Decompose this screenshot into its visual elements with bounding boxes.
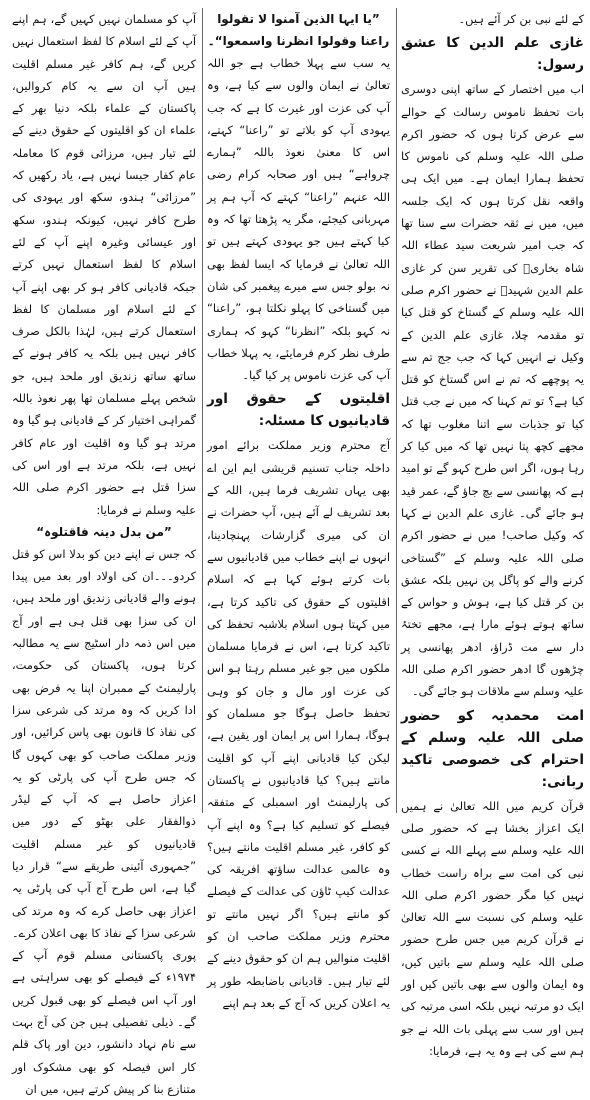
paragraph: یہ سب سے پہلا خطاب ہے جو اللہ تعالیٰ نے ایمان والوں سے کیا ہے، وہ آپ کی عزت اور غیرت کا ہے کہ جب یہودی آپ کو بلاتے تو ”راعنا“ کہتے، اس کا معنیٰ نعوذ باللہ ”ہمارے چرواہے“ ہیں اور صحابہ کرام رضی اللہ عنہم ”راعنا“ کہتے کہ آپ ہم پر مہربانی کیجئے، مگر یہ پڑھتا تھا کہ وہ کیا کہتے ہیں جو یہودی کہتے ہیں تو اللہ تعالیٰ نے فرمایا کہ ایسا لفظ بھی نہ بولو جس سے میرے پیغمبر کی شان میں گستاخی کا پہلو نکلتا ہو، ”راعنا“ نہ کہو بلکہ ”انظرنا“ کہو کہ ہماری طرف نظر کرم فرمایئے، یہ پہلا خطاب آپ کی عزت ناموس پر کیا گیا۔ — [207, 56, 390, 383]
section-heading-ehtram: امت محمدیہ کو حضور صلی اللہ علیہ وسلم کے احترام کی خصوصی تاکید ربانی: — [401, 707, 584, 790]
section-heading-minorities: اقلیتوں کے حقوق اور قادیانیوں کا مسئلہ: — [207, 391, 390, 430]
hadith-quote: ”من بدل دینہ فاقتلوہ“ — [36, 524, 172, 539]
section-heading-ishq-rasool: غازی علم الدین کا عشق رسول: — [401, 35, 584, 74]
paragraph: آپ کو مسلمان نہیں کہیں گے، ہم اپنے آپ کے لئے اسلام کا لفظ استعمال نہیں کریں گے، ہم کافر غیر مسلم اقلیت ہیں آپ ان سے یہ کام کروالیں، پاکستان کے علماء بلکہ دنیا بھر کے علماء ان کو اقلیتوں کے حقوق دینے کے لئے تیار ہیں، مرزائی قوم کا معاملہ عام کفار جیسا نہیں ہے، یاد رکھیں کہ ”مرزائی“ ہندو، سکھ اور یہودی کی طرح کافر نہیں، کیونکہ ہندو، سکھ اور عیسائی وغیرہ اپنے آپ کے لئے اسلام کا لفظ استعمال نہیں کرتے جبکہ قادیانی کافر ہو کر بھی اپنے آپ کے لئے اسلام اور مسلمان کا لفظ استعمال کرتے ہیں، لہٰذا بالکل صرف کافر نہیں ہیں بلکہ یہ کافر ہونے کے ساتھ ساتھ زندیق اور ملحد ہیں، جو شخص پہلے مسلمان تھا پھر نعوذ باللہ گمراہی اختیار کر کے قادیانی ہو گیا وہ مرتد ہو گیا وہ اقلیت اور عام کافر نہیں ہے، بلکہ مرتد ہے اور اس کی سزا قتل ہے حضور اکرم صلی اللہ علیہ وسلم نے فرمایا: — [12, 12, 196, 517]
paragraph: قرآن کریم میں اللہ تعالیٰ نے ہمیں ایک اعزاز بخشا ہے کہ حضور صلی اللہ علیہ وسلم سے پہلے اللہ نے کسی نبی کی امت سے براہ راست خطاب نہیں کیا مگر حضور اکرم صلی اللہ علیہ وسلم کی نسبت سے اللہ تعالیٰ نے قرآن کریم میں جس طرح حضور صلی اللہ علیہ وسلم سے باتیں کیں، وہ ایمان والوں سے بھی باتیں کیں اور ایک دو مرتبہ نہیں بلکہ اسی مرتبہ کی ہیں اور سب سے پہلی بات اللہ نے جو ہم سے کی ہے وہ یہ ہے، فرمایا: — [401, 798, 584, 1058]
paragraph: اب میں اختصار کے ساتھ اپنی دوسری بات تحفظ ناموس رسالت کے حوالے سے عرض کرتا ہوں کہ حضور اکرم صلی اللہ علیہ وسلم کی ناموس کا تحفظ ہمارا ایمان ہے۔ میں ایک ہی واقعہ نقل کرتا ہوں کہ ایک جلسہ میں، میں نے ثقہ حضرات سے سنا تھا کہ جب امیر شریعت سید عطاء اللہ شاہ بخاریؒ کی تقریر سن کر غازی علم الدین شہیدؒ نے حضور اکرم صلی اللہ علیہ وسلم کے گستاخ کو قتل کیا تو مقدمہ چلا، غازی علم الدین کے وکیل نے انہیں کہا کہ جب جج تم سے یہ پوچھے کہ تم نے اس گستاخ کو قتل کیا ہے؟ تو تم کہنا کہ میں نے جب قتل کیا تو جذبات سے اتنا مغلوب تھا کہ مجھے کچھ پتا نہیں تھا کہ میں کیا کر رہا ہوں، اگر اس طرح کہو گے تو امید ہے کہ پھانسی سے بچ جاؤ گے، عمر قید ہو جائے گی۔ غازی علم الدین نے کہا کہ وکیل صاحب! میں نے حضور اکرم صلی اللہ علیہ وسلم کے ”گستاخی کرنے والے کو پاگل پن نہیں بلکہ عشق بن کر قتل کیا ہے، ہوش و حواس کے ساتھ ہوتے ہوئے مارا ہے، مجھے تختۂ دار سے مت ڈراؤ، ادھر پھانسی پر چڑھوں گا ادھر حضور اکرم صلی اللہ علیہ وسلم سے ملاقات ہو جائے گی۔ — [401, 82, 584, 699]
paragraph: کہ جس نے اپنے دین کو بدلا اس کو قتل کردو۔۔۔ان کی اولاد اور بعد میں پیدا ہونے والے قادیانی زندیق اور ملحد ہیں، ان کی سزا بھی قتل ہی ہے اور آج میں اس ذمہ دار اسٹیج سے یہ مطالبہ کرتا ہوں، پاکستان کی حکومت، پارلیمنٹ کے ممبران اپنا یہ فرض بھی ادا کریں کہ وہ مرتد کی شرعی سزا کی نفاذ کا قانون بھی پاس کرائیں، اور وزیر مملکت صاحب کو بھی کہوں گا کہ جس طرح آپ کی پارٹی کو یہ اعزاز حاصل ہے کہ آپ کے لیڈر ذوالفقار علی بھٹو کے دور میں قادیانیوں کو غیر مسلم اقلیت ”جمہوری آئینی طریقے سے“ قرار دیا گیا ہے، اس طرح آج آپ کی پارٹی یہ اعزاز بھی حاصل کرے کہ وہ مرتد کی شرعی سزا کے نفاذ کا بھی اعلان کرے۔ پوری پاکستانی مسلم قوم آپ کے ۱۹۷۴ء کے فیصلے کو بھی سراہتی ہے اور آپ اس فیصلے کو بھی قبول کریں گے۔ ذیلی تفصیلی ہیں جن کی آج بہت سے نام نہاد دانشور، دین اور پاک قلم کار اس فیصلہ کو بھی مشکوک اور متنازع بنا کر پیش کرتے ہیں، میں ان — [12, 546, 196, 1096]
lead-line: کے لئے نبی بن کر آئے ہیں۔ — [458, 12, 584, 26]
column-middle — [202, 8, 390, 1010]
column-left — [8, 8, 196, 1096]
quran-verse: ”یا ایہا الذین آمنوا لا تقولوا راعنا وقولوا انظرنا واسمعوا“۔ — [207, 12, 390, 48]
column-right — [396, 8, 584, 1058]
paragraph: آج محترم وزیر مملکت برائے امور داخلہ جناب تسنیم قریشی ایم این اے بھی یہاں تشریف فرما ہیں، اللہ کے بعد تشریف لے آئے ہیں، آپ حضرات نے ان کی میری گزارشات پہنچادینا، انہوں نے اپنے خطاب میں قادیانیوں سے بات کرتے ہوئے کہا ہے کہ اسلام اقلیتوں کے حقوق کی تاکید کرتا ہے، میں کہتا ہوں اسلام بلاشبہ تحفظ کی تاکید کرتا ہے، اس نے فرمایا مسلمان ملکوں میں جو غیر مسلم رہتا ہو اس کی عزت اور مال و جان کو وہی تحفظ حاصل ہوگا جو مسلمان کو ہوگا، ہمارا اس پر ایمان اور یقین ہے، لیکن کیا قادیانی اپنے آپ کو اقلیت مانتے ہیں؟ کیا قادیانیوں نے پاکستان کی پارلیمنٹ اور اسمبلی کے متفقہ فیصلے کو تسلیم کیا ہے؟ وہ اپنے آپ کو کافر، غیر مسلم اقلیت مانتے ہیں؟ وہ عالمی عدالت ساؤتھ افریقہ کی عدالت کیپ ٹاؤن کی عدالت کے فیصلے کو مانتے ہیں؟ اگر نہیں مانتے تو محترم وزیر مملکت صاحب ان کو اقلیت منوالیں ہم ان کو حقوق دینے کے لئے تیار ہیں۔ قادیانی باضابطہ طور پر یہ اعلان کریں کہ آج کے بعد ہم اپنے — [207, 438, 390, 1010]
